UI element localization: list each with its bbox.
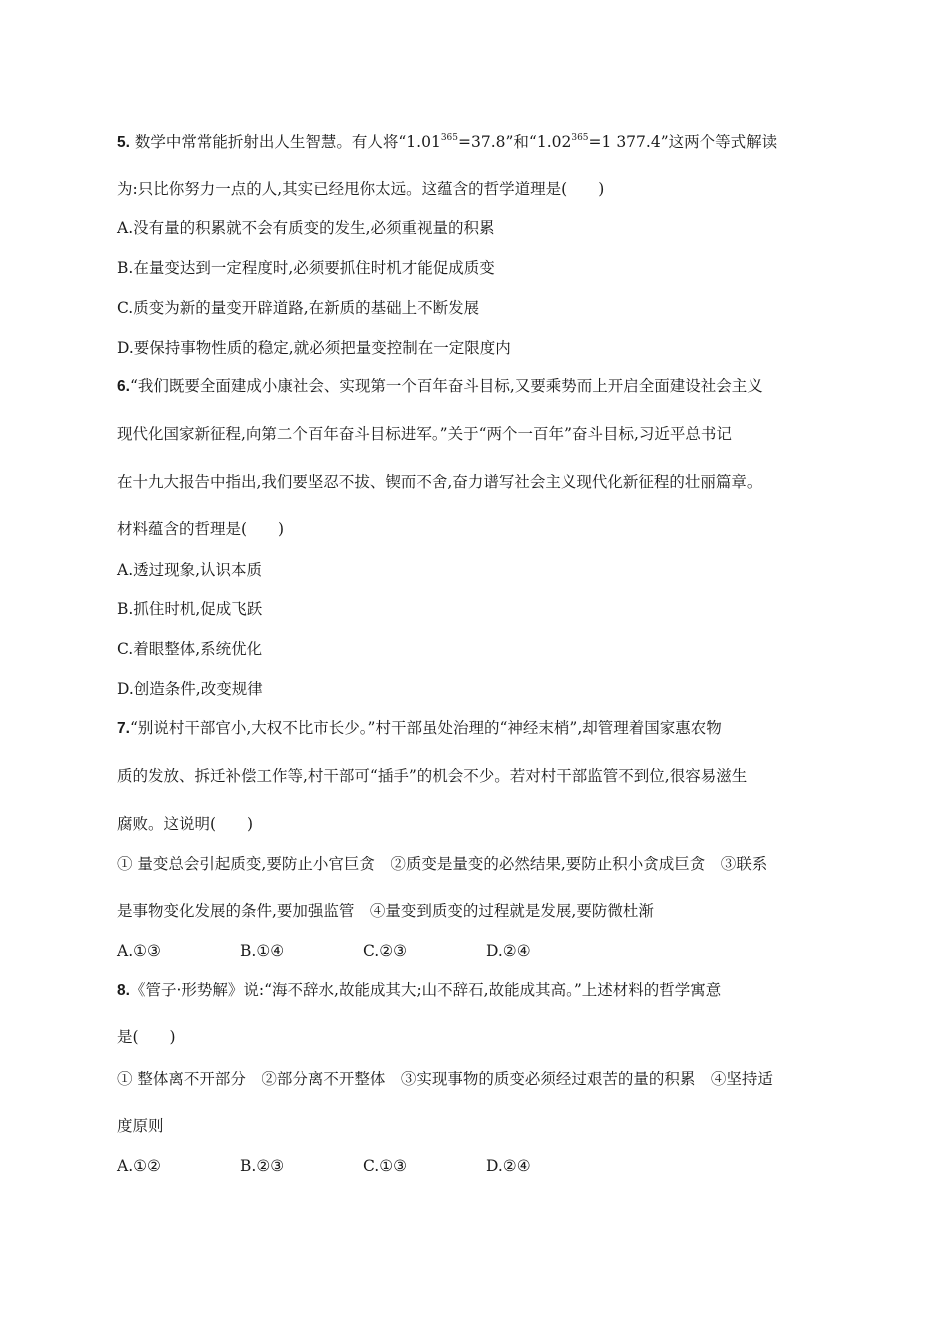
q8-option-d: D.②④	[486, 1157, 531, 1175]
q5-option-b: B.在量变达到一定程度时,必须要抓住时机才能促成质变	[117, 259, 495, 277]
q7-items-line1: ① 量变总会引起质变,要防止小官巨贪 ②质变是量变的必然结果,要防止积小贪成巨贪 ③联系	[117, 855, 768, 873]
q7-stem-line1	[117, 718, 722, 739]
q7-option-b: B.①④	[240, 942, 285, 960]
q8-items-line2: 度原则	[117, 1117, 164, 1135]
q7-options-row	[117, 941, 609, 961]
q8-items-line1: ① 整体离不开部分 ②部分离不开整体 ③实现事物的质变必须经过艰苦的量的积累 ④坚持适	[117, 1070, 773, 1088]
q8-option-b: B.②③	[240, 1157, 285, 1175]
q5-option-d: D.要保持事物性质的稳定,就必须把量变控制在一定限度内	[117, 339, 511, 357]
q7-number: 7.	[117, 720, 130, 737]
q6-option-c: C.着眼整体,系统优化	[117, 640, 263, 658]
q5-stem-part-b: =37.8”和“1.02	[458, 133, 572, 151]
q6-stem-line1	[117, 376, 763, 397]
q5-option-c: C.质变为新的量变开辟道路,在新质的基础上不断发展	[117, 299, 480, 317]
q6-stem-line3: 在十九大报告中指出,我们要坚忍不拔、锲而不舍,奋力谱写社会主义现代化新征程的壮丽篇章。	[117, 473, 763, 491]
q8-stem-line2: 是( )	[117, 1028, 176, 1046]
q5-exponent-1: 365	[440, 133, 458, 143]
q8-options-row	[117, 1156, 609, 1176]
q5-stem-part-c: =1 377.4”这两个等式解读	[588, 133, 778, 151]
q5-exponent-2: 365	[571, 133, 589, 143]
q7-option-a: A.①③	[117, 942, 161, 960]
q7-stem-text1: “别说村干部官小,大权不比市长少。”村干部虽处治理的“神经末梢”,却管理着国家惠农物	[129, 719, 722, 737]
q5-stem-line1	[117, 132, 777, 153]
q5-stem-line2: 为:只比你努力一点的人,其实已经甩你太远。这蕴含的哲学道理是( )	[117, 180, 605, 198]
q6-option-d: D.创造条件,改变规律	[117, 680, 263, 698]
q8-option-c: C.①③	[363, 1157, 408, 1175]
q6-stem-text1: “我们既要全面建成小康社会、实现第一个百年奋斗目标,又要乘势而上开启全面建设社会主义	[129, 377, 763, 395]
q7-option-d: D.②④	[486, 942, 531, 960]
q8-stem-line1	[117, 980, 721, 1001]
q6-number: 6.	[117, 378, 130, 395]
q5-number: 5.	[117, 134, 130, 151]
q8-number: 8.	[117, 982, 130, 999]
q6-stem-line4: 材料蕴含的哲理是( )	[117, 520, 285, 538]
q6-stem-line2: 现代化国家新征程,向第二个百年奋斗目标进军。”关于“两个一百年”奋斗目标,习近平总书记	[117, 425, 732, 443]
q7-stem-line3: 腐败。这说明( )	[117, 815, 254, 833]
q6-option-a: A.透过现象,认识本质	[117, 561, 263, 579]
q7-stem-line2: 质的发放、拆迁补偿工作等,村干部可“插手”的机会不少。若对村干部监管不到位,很容易滋生	[117, 767, 748, 785]
q5-option-a: A.没有量的积累就不会有质变的发生,必须重视量的积累	[117, 219, 495, 237]
q5-stem-part-a: 数学中常常能折射出人生智慧。有人将“1.01	[134, 133, 441, 151]
q7-items-line2: 是事物变化发展的条件,要加强监管 ④量变到质变的过程就是发展,要防微杜渐	[117, 902, 654, 920]
q8-stem-text1: 《管子·形势解》说:“海不辞水,故能成其大;山不辞石,故能成其高。”上述材料的哲学寓意	[129, 981, 722, 999]
q7-option-c: C.②③	[363, 942, 408, 960]
q8-option-a: A.①②	[117, 1157, 161, 1175]
q6-option-b: B.抓住时机,促成飞跃	[117, 600, 263, 618]
